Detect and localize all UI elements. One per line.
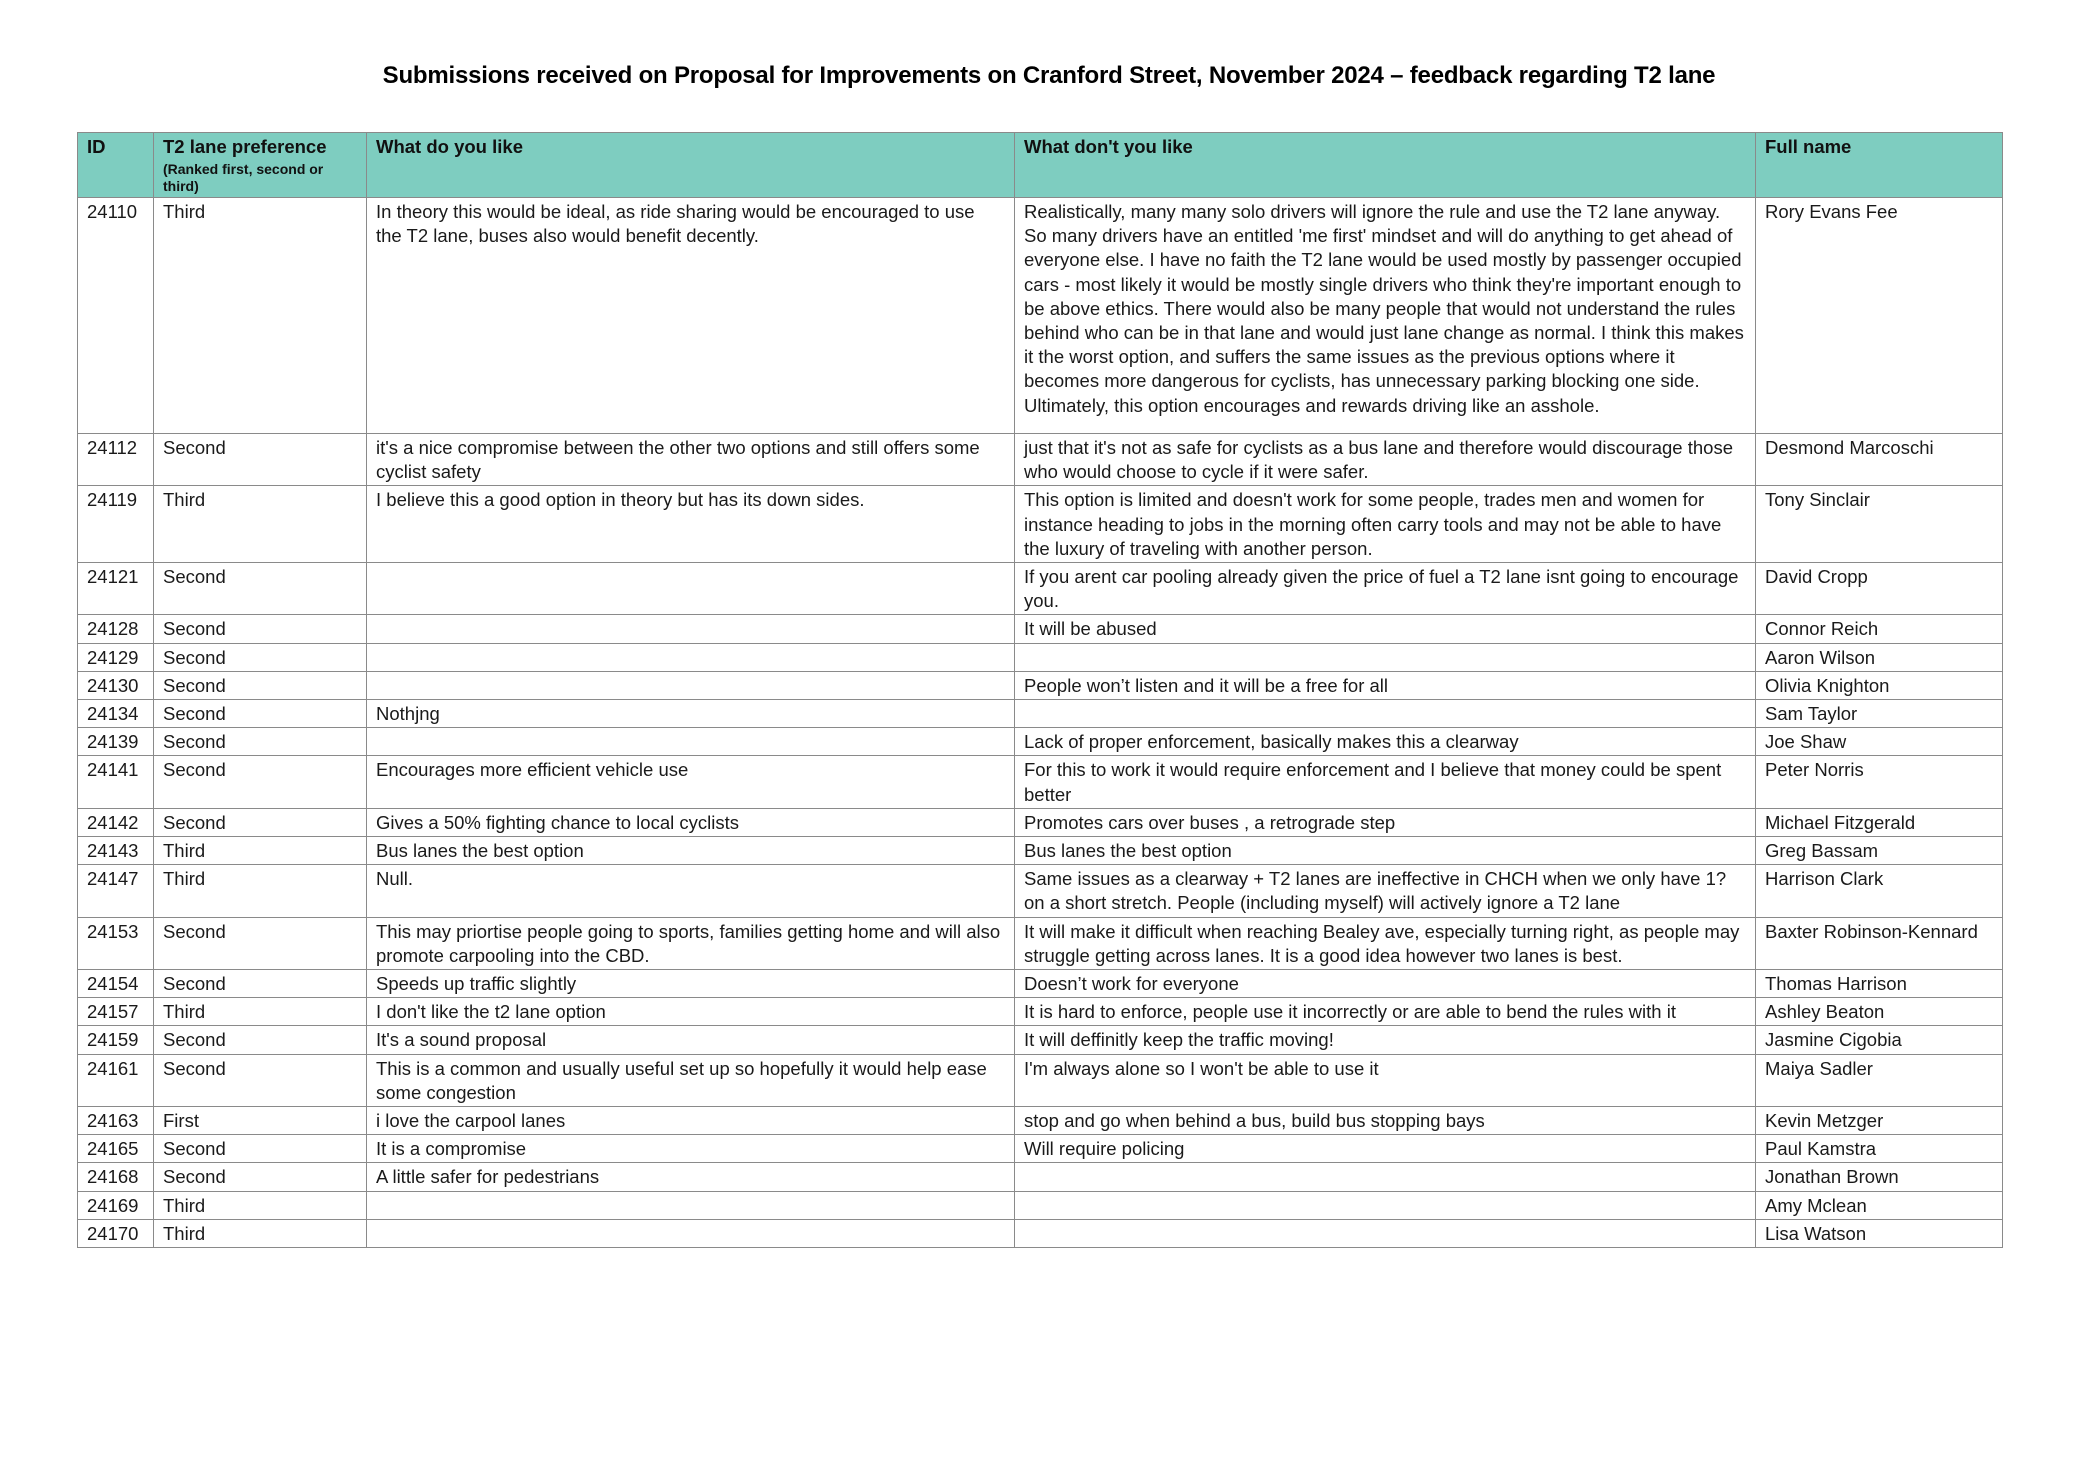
cell-dislike: This option is limited and doesn't work for some people, trades men and women for instance heading to jobs in the morning often carry tools and may not be able to have the luxury of traveling with another person. [1015,486,1756,563]
cell-id: 24143 [78,837,154,865]
cell-preference: Second [154,615,367,643]
submissions-table [77,132,2003,1248]
cell-id: 24128 [78,615,154,643]
cell-dislike: Bus lanes the best option [1015,837,1756,865]
cell-dislike: It will make it difficult when reaching Bealey ave, especially turning right, as people may struggle getting across lanes. It is a good idea however two lanes is best. [1015,917,1756,969]
cell-name: Maiya Sadler [1756,1054,2003,1106]
cell-preference: Third [154,865,367,917]
cell-name: Lisa Watson [1756,1219,2003,1247]
cell-id: 24130 [78,671,154,699]
table-row [78,563,2003,615]
cell-preference: Second [154,808,367,836]
table-row [78,998,2003,1026]
cell-preference: Second [154,1163,367,1191]
cell-name: Jonathan Brown [1756,1163,2003,1191]
table-body [78,198,2003,1248]
cell-id: 24134 [78,700,154,728]
cell-like: i love the carpool lanes [367,1107,1015,1135]
cell-id: 24168 [78,1163,154,1191]
cell-id: 24159 [78,1026,154,1054]
cell-dislike: It is hard to enforce, people use it incorrectly or are able to bend the rules with it [1015,998,1756,1026]
cell-dislike: It will deffinitly keep the traffic moving! [1015,1026,1756,1054]
table-header [78,133,2003,198]
cell-name: Jasmine Cigobia [1756,1026,2003,1054]
cell-name: Ashley Beaton [1756,998,2003,1026]
cell-name: Harrison Clark [1756,865,2003,917]
cell-dislike: stop and go when behind a bus, build bus stopping bays [1015,1107,1756,1135]
cell-preference: Second [154,917,367,969]
cell-id: 24165 [78,1135,154,1163]
table-row [78,837,2003,865]
cell-name: Peter Norris [1756,756,2003,808]
cell-like: It is a compromise [367,1135,1015,1163]
cell-like: Bus lanes the best option [367,837,1015,865]
cell-id: 24169 [78,1191,154,1219]
cell-preference: First [154,1107,367,1135]
cell-id: 24129 [78,643,154,671]
table-row [78,700,2003,728]
cell-dislike: It will be abused [1015,615,1756,643]
cell-name: Desmond Marcoschi [1756,434,2003,486]
cell-like: It's a sound proposal [367,1026,1015,1054]
cell-name: Kevin Metzger [1756,1107,2003,1135]
cell-dislike: just that it's not as safe for cyclists as a bus lane and therefore would discourage those who would choose to cycle if it were safer. [1015,434,1756,486]
cell-id: 24147 [78,865,154,917]
cell-name: Olivia Knighton [1756,671,2003,699]
cell-like: A little safer for pedestrians [367,1163,1015,1191]
cell-id: 24121 [78,563,154,615]
cell-name: Paul Kamstra [1756,1135,2003,1163]
cell-dislike: Realistically, many many solo drivers will ignore the rule and use the T2 lane anyway. So many drivers have an entitled 'me first' mindset and will do anything to get ahead of everyone else. I have no faith the T2 lane would be used mostly by passenger occupied cars - most likely it would be mostly single drivers who think they're important enough to be above ethics. There would also be many people that would not understand the rules behind who can be in that lane and would just lane change as normal. I think this makes it the worst option, and suffers the same issues as the previous options where it becomes more dangerous for cyclists, has unnecessary parking blocking one side. Ultimately, this option encourages and rewards driving like an asshole. [1015,198,1756,434]
table-row [78,643,2003,671]
cell-name: Thomas Harrison [1756,970,2003,998]
cell-like [367,563,1015,615]
cell-name: Rory Evans Fee [1756,198,2003,434]
table-row [78,1107,2003,1135]
table-row [78,434,2003,486]
cell-dislike [1015,1219,1756,1247]
cell-id: 24119 [78,486,154,563]
cell-preference: Third [154,837,367,865]
cell-preference: Third [154,998,367,1026]
table-row [78,728,2003,756]
cell-like: I don't like the t2 lane option [367,998,1015,1026]
cell-preference: Third [154,1219,367,1247]
table-row [78,970,2003,998]
cell-name: Baxter Robinson-Kennard [1756,917,2003,969]
table-row [78,756,2003,808]
column-header-id-label: ID [87,136,106,157]
cell-dislike: Same issues as a clearway + T2 lanes are ineffective in CHCH when we only have 1? on a short stretch. People (including myself) will actively ignore a T2 lane [1015,865,1756,917]
cell-preference: Third [154,198,367,434]
cell-preference: Second [154,756,367,808]
cell-dislike [1015,1191,1756,1219]
cell-name: Amy Mclean [1756,1191,2003,1219]
cell-dislike: Lack of proper enforcement, basically makes this a clearway [1015,728,1756,756]
cell-like: Null. [367,865,1015,917]
cell-id: 24163 [78,1107,154,1135]
column-header-name [1756,133,2003,198]
page-title: Submissions received on Proposal for Improvements on Cranford Street, November 2024 – feedback regarding T2 lane [382,62,1716,89]
cell-like [367,728,1015,756]
cell-like [367,671,1015,699]
table-row [78,671,2003,699]
cell-dislike: If you arent car pooling already given the price of fuel a T2 lane isnt going to encourage you. [1015,563,1756,615]
table-row [78,1219,2003,1247]
table-row [78,865,2003,917]
cell-like: This may priortise people going to sports, families getting home and will also promote carpooling into the CBD. [367,917,1015,969]
table-row [78,1191,2003,1219]
cell-dislike: For this to work it would require enforcement and I believe that money could be spent better [1015,756,1756,808]
column-header-dislike-label: What don't you like [1024,136,1193,157]
cell-like: This is a common and usually useful set up so hopefully it would help ease some congestion [367,1054,1015,1106]
cell-id: 24170 [78,1219,154,1247]
cell-preference: Third [154,486,367,563]
cell-like [367,643,1015,671]
cell-preference: Second [154,671,367,699]
header-row [78,133,2003,198]
cell-preference: Second [154,643,367,671]
cell-dislike [1015,1163,1756,1191]
cell-like: Speeds up traffic slightly [367,970,1015,998]
cell-name: Greg Bassam [1756,837,2003,865]
cell-dislike [1015,700,1756,728]
cell-like [367,1191,1015,1219]
cell-name: Sam Taylor [1756,700,2003,728]
cell-id: 24110 [78,198,154,434]
column-header-preference-note: (Ranked first, second or third) [163,161,324,195]
cell-preference: Second [154,700,367,728]
table-row [78,1054,2003,1106]
cell-like: In theory this would be ideal, as ride sharing would be encouraged to use the T2 lane, buses also would benefit decently. [367,198,1015,434]
column-header-preference-label: T2 lane preference [163,136,327,157]
cell-dislike: Will require policing [1015,1135,1756,1163]
cell-name: Joe Shaw [1756,728,2003,756]
cell-dislike: Promotes cars over buses , a retrograde step [1015,808,1756,836]
cell-preference: Second [154,728,367,756]
cell-dislike: Doesn’t work for everyone [1015,970,1756,998]
cell-preference: Second [154,1135,367,1163]
cell-name: Connor Reich [1756,615,2003,643]
cell-preference: Third [154,1191,367,1219]
cell-like [367,615,1015,643]
column-header-like-label: What do you like [376,136,523,157]
table-row [78,615,2003,643]
cell-id: 24139 [78,728,154,756]
column-header-like [367,133,1015,198]
table-row [78,1135,2003,1163]
table-row [78,486,2003,563]
cell-like: I believe this a good option in theory but has its down sides. [367,486,1015,563]
cell-id: 24154 [78,970,154,998]
cell-name: Tony Sinclair [1756,486,2003,563]
cell-preference: Second [154,1054,367,1106]
cell-id: 24161 [78,1054,154,1106]
column-header-name-label: Full name [1765,136,1852,157]
cell-name: Aaron Wilson [1756,643,2003,671]
column-header-dislike [1015,133,1756,198]
table-row [78,1026,2003,1054]
cell-id: 24142 [78,808,154,836]
cell-like [367,1219,1015,1247]
cell-name: David Cropp [1756,563,2003,615]
cell-id: 24157 [78,998,154,1026]
cell-preference: Second [154,1026,367,1054]
column-header-id [78,133,154,198]
cell-name: Michael Fitzgerald [1756,808,2003,836]
table-row [78,808,2003,836]
cell-preference: Second [154,563,367,615]
cell-preference: Second [154,434,367,486]
cell-like: it's a nice compromise between the other two options and still offers some cyclist safety [367,434,1015,486]
table-row [78,917,2003,969]
cell-dislike: People won’t listen and it will be a free for all [1015,671,1756,699]
table-row [78,1163,2003,1191]
cell-like: Nothjng [367,700,1015,728]
cell-id: 24141 [78,756,154,808]
column-header-preference [154,133,367,198]
cell-like: Gives a 50% fighting chance to local cyclists [367,808,1015,836]
cell-like: Encourages more efficient vehicle use [367,756,1015,808]
table-row [78,198,2003,434]
cell-id: 24153 [78,917,154,969]
cell-preference: Second [154,970,367,998]
cell-dislike [1015,643,1756,671]
cell-dislike: I'm always alone so I won't be able to use it [1015,1054,1756,1106]
cell-id: 24112 [78,434,154,486]
